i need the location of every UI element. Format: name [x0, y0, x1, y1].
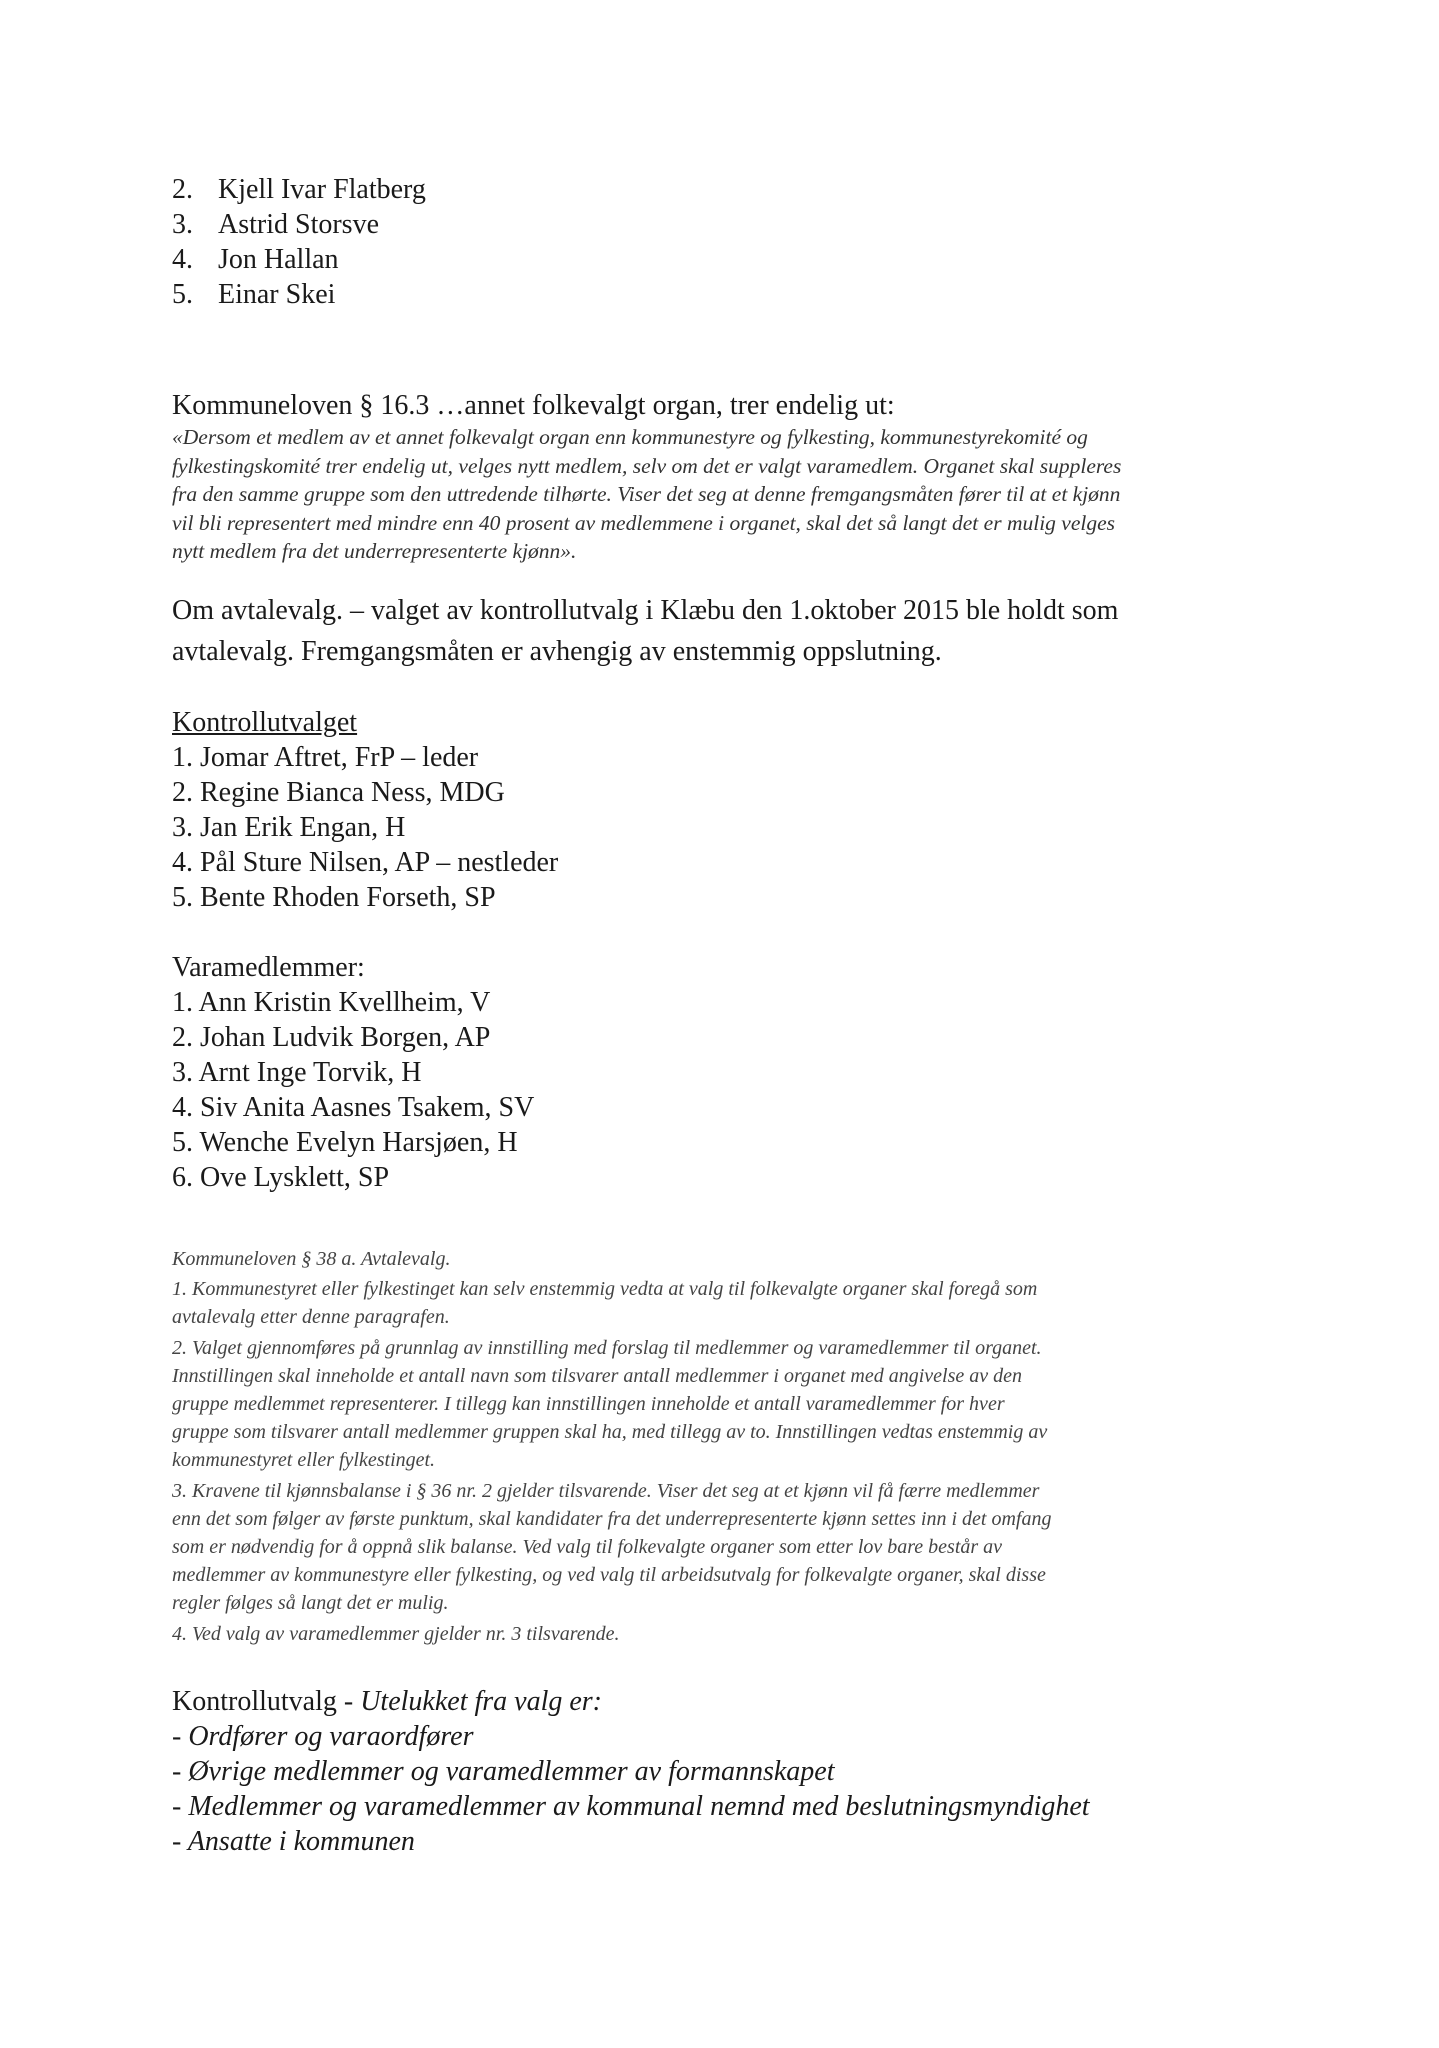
top-name-list	[172, 172, 1282, 312]
list-item: 3. Arnt Inge Torvik, H	[172, 1056, 422, 1088]
varamedlemmer-section	[172, 950, 1282, 1195]
kontrollutvalget-heading: Kontrollutvalget	[172, 706, 358, 738]
document-page	[172, 168, 1282, 1859]
law-16-3-quote: «Dersom et medlem av et annet folkevalgt organ enn kommunestyre og fylkesting, kommunestyrekomité og fylkestingskomité trer endelig ut, velges nytt medlem, selv om det er valgt varamedlem. Organet skal suppleres fra den samme gruppe som den uttredende tilhørte. Viser det seg at denne fremgangsmåten fører til at et kjønn vil bli representert med mindre enn 40 prosent av medlemmene i organet, skal det så langt det er mulig velges nytt medlem fra det underrepresenterte kjønn».	[172, 425, 1122, 564]
list-item: 5. Einar Skei	[172, 279, 336, 310]
varamedlemmer-heading: Varamedlemmer:	[172, 951, 365, 983]
law-38a-paragraph-3: 3. Kravene til kjønnsbalanse i § 36 nr. 2 gjelder tilsvarende. Viser det seg at et kjønn vil få færre medlemmer enn det som følger av første punktum, skal kandidater fra det underrepresenterte kjønn settes inn i det omfang som er nødvendig for å oppnå slik balanse. Ved valg til folkevalgte organer som etter lov bare består av medlemmer av kommunestyre eller fylkesting, og ved valg til arbeidsutvalg for folkevalgte organer, skal disse regler følges så langt det er mulig.	[172, 1479, 1052, 1614]
avtalevalg-paragraph: Om avtalevalg. – valget av kontrollutvalg i Klæbu den 1.oktober 2015 ble holdt som avtalevalg. Fremgangsmåten er avhengig av enstemmig oppslutning.	[172, 594, 1119, 667]
list-item: 1. Ann Kristin Kvellheim, V	[172, 986, 491, 1018]
list-item: 3. Jan Erik Engan, H	[172, 811, 406, 843]
list-item: 2. Regine Bianca Ness, MDG	[172, 776, 505, 808]
kontrollutvalget-section	[172, 705, 1282, 915]
list-item: 6. Ove Lysklett, SP	[172, 1161, 390, 1193]
list-item: 1. Jomar Aftret, FrP – leder	[172, 741, 479, 773]
list-item: 2. Kjell Ivar Flatberg	[172, 174, 426, 205]
list-item: 3. Astrid Storsve	[172, 209, 379, 240]
law-16-3-section	[172, 388, 1282, 566]
law-38a-paragraph-2: 2. Valget gjennomføres på grunnlag av innstilling med forslag til medlemmer og varamedlemmer til organet. Innstillingen skal inneholde et antall navn som tilsvarer antall medlemmer i organet med angivelse av den gruppe medlemmet representerer. I tillegg kan innstillingen inneholde et antall varamedlemmer for hver gruppe som tilsvarer antall medlemmer gruppen skal ha, med tillegg av to. Innstillingen vedtas enstemmig av kommunestyret eller fylkestinget.	[172, 1336, 1048, 1471]
list-item: 5. Wenche Evelyn Harsjøen, H	[172, 1126, 518, 1158]
list-item: - Ansatte i kommunen	[172, 1825, 415, 1857]
law-38a-heading: Kommuneloven § 38 a. Avtalevalg.	[172, 1247, 451, 1270]
law-16-3-heading: Kommuneloven § 16.3 …annet folkevalgt organ, trer endelig ut:	[172, 390, 895, 421]
list-item: - Ordfører og varaordfører	[172, 1720, 474, 1752]
utelukket-section	[172, 1684, 1282, 1859]
law-38a-paragraph-4: 4. Ved valg av varamedlemmer gjelder nr. 3 tilsvarende.	[172, 1622, 620, 1645]
list-item: 4. Pål Sture Nilsen, AP – nestleder	[172, 846, 559, 878]
list-item: - Medlemmer og varamedlemmer av kommunal nemnd med beslutningsmyndighet	[172, 1790, 1090, 1822]
list-item: 2. Johan Ludvik Borgen, AP	[172, 1021, 491, 1053]
list-item: 5. Bente Rhoden Forseth, SP	[172, 881, 496, 913]
list-item: 4. Siv Anita Aasnes Tsakem, SV	[172, 1091, 535, 1123]
list-item: 4. Jon Hallan	[172, 244, 339, 275]
law-38a-section	[172, 1245, 1282, 1648]
law-38a-paragraph-1: 1. Kommunestyret eller fylkestinget kan selv enstemmig vedta at valg til folkevalgte organer skal foregå som avtalevalg etter denne paragrafen.	[172, 1277, 1038, 1328]
list-item: - Øvrige medlemmer og varamedlemmer av formannskapet	[172, 1755, 835, 1787]
utelukket-heading: Kontrollutvalg - Utelukket fra valg er:	[172, 1685, 603, 1717]
